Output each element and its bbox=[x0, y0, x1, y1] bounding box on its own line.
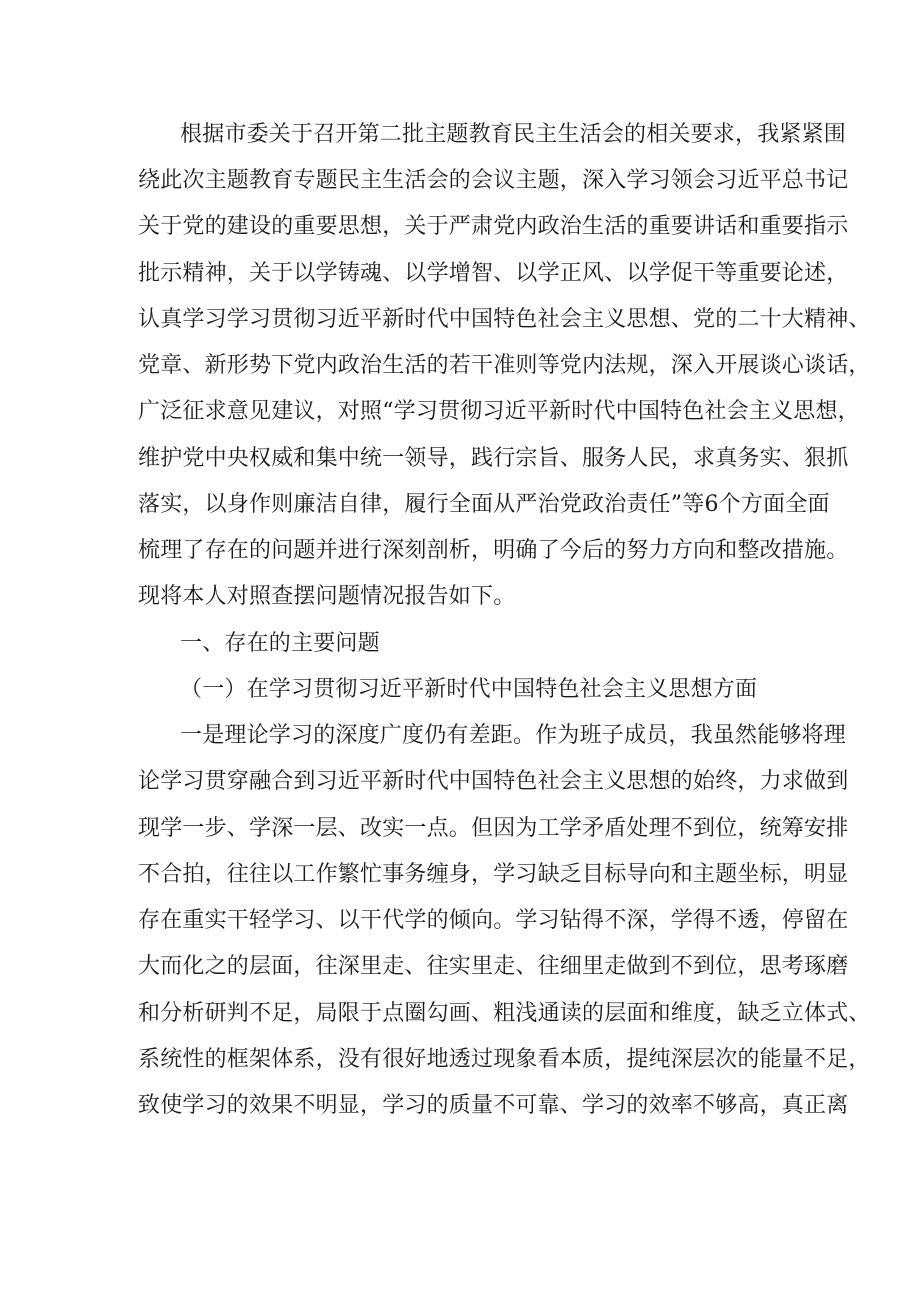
text-line-21: 系统性的框架体系，没有很好地透过现象看本质，提纯深层次的能量不足， bbox=[138, 1047, 871, 1072]
text-line-18: 存在重实干轻学习、以干代学的倾向。学习钻得不深，学得不透，停留在 bbox=[138, 908, 849, 933]
text-line-15: 论学习贯穿融合到习近平新时代中国特色社会主义思想的始终，力求做到 bbox=[138, 769, 849, 794]
text-line-2: 绕此次主题教育专题民主生活会的会议主题，深入学习领会习近平总书记 bbox=[138, 168, 849, 193]
text-line-16: 现学一步、学深一层、改实一点。但因为工学矛盾处理不到位，统筹安排 bbox=[138, 816, 849, 841]
text-line-9: 落实，以身作则廉洁自律，履行全面从严治党政治责任”等6个方面全面 bbox=[138, 492, 830, 517]
text-line-17: 不合拍，往往以工作繁忙事务缠身，学习缺乏目标导向和主题坐标，明显 bbox=[138, 862, 849, 887]
section-heading: 一、存在的主要问题 bbox=[180, 631, 380, 656]
text-line-19: 大而化之的层面，往深里走、往实里走、往细里走做到不到位，思考琢磨 bbox=[138, 954, 849, 979]
text-line-20: 和分析研判不足，局限于点圈勾画、粗浅通读的层面和维度，缺乏立体式、 bbox=[138, 1001, 871, 1026]
text-line-11: 现将本人对照查摆问题情况报告如下。 bbox=[138, 584, 516, 609]
text-line-5: 认真学习学习贯彻习近平新时代中国特色社会主义思想、党的二十大精神、 bbox=[138, 307, 871, 332]
text-line-4: 批示精神，关于以学铸魂、以学增智、以学正风、以学促干等重要论述， bbox=[138, 261, 849, 286]
subsection-heading: （一）在学习贯彻习近平新时代中国特色社会主义思想方面 bbox=[180, 677, 758, 702]
text-line-6: 党章、新形势下党内政治生活的若干准则等党内法规，深入开展谈心谈话， bbox=[138, 353, 871, 378]
text-line-14: 一是理论学习的深度广度仍有差距。作为班子成员，我虽然能够将理 bbox=[180, 723, 847, 748]
text-line-22: 致使学习的效果不明显，学习的质量不可靠、学习的效率不够高，真正离 bbox=[138, 1093, 849, 1118]
text-line-10: 梳理了存在的问题并进行深刻剖析，明确了今后的努力方向和整改措施。 bbox=[138, 538, 849, 563]
text-line-3: 关于党的建设的重要思想，关于严肃党内政治生活的重要讲话和重要指示 bbox=[138, 214, 849, 239]
text-line-7: 广泛征求意见建议，对照“学习贯彻习近平新时代中国特色社会主义思想， bbox=[138, 399, 860, 424]
text-line-8: 维护党中央权威和集中统一领导，践行宗旨、服务人民，求真务实、狠抓 bbox=[138, 446, 849, 471]
text-line-1: 根据市委关于召开第二批主题教育民主生活会的相关要求，我紧紧围 bbox=[180, 122, 847, 147]
